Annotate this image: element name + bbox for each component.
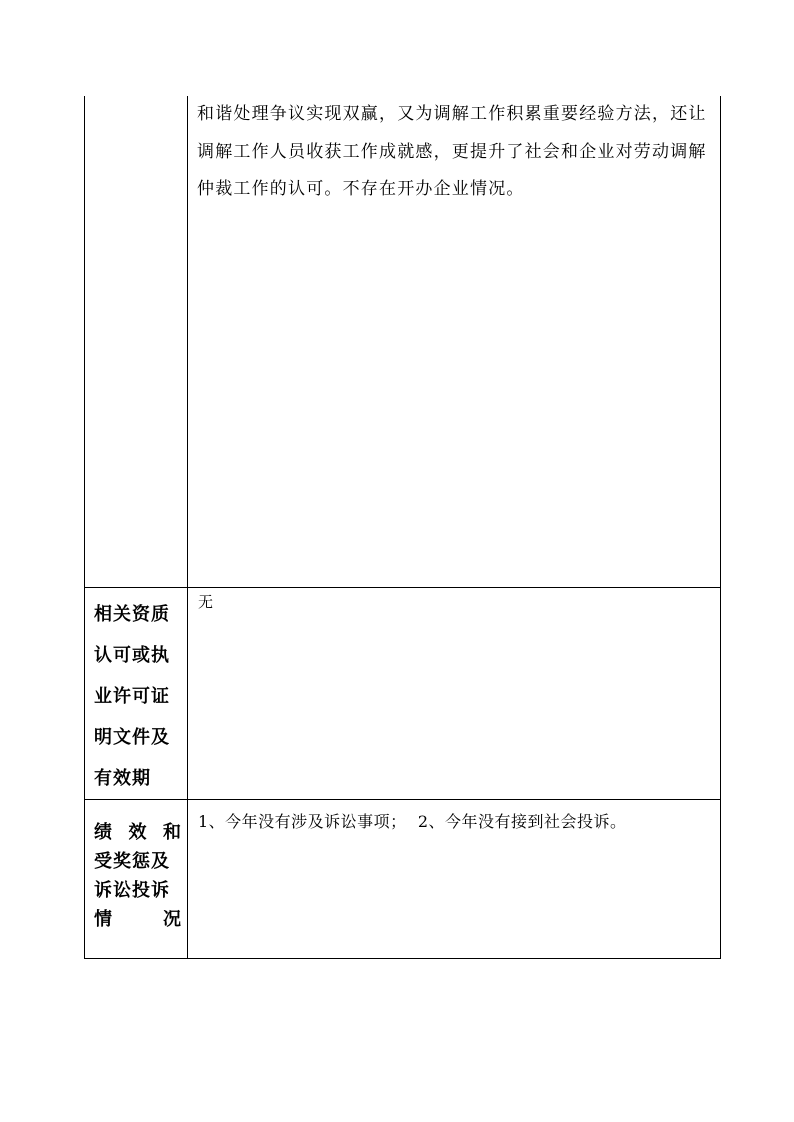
business-description-row (85, 96, 721, 588)
qualification-value: 无 (198, 593, 214, 611)
business-description-cell (188, 96, 721, 588)
qualification-label-line: 认可或执 (94, 645, 170, 666)
qualification-label-line: 业许可证 (94, 686, 170, 707)
performance-label-cell (85, 800, 188, 959)
qualification-value-cell (188, 588, 721, 800)
performance-value: 1、今年没有涉及诉讼事项； 2、今年没有接到社会投诉。 (198, 812, 627, 831)
performance-label-line-4: 情 况 (94, 909, 181, 930)
qualification-label-cell (85, 588, 188, 800)
qualification-label-line: 有效期 (94, 768, 151, 789)
qualification-label-line: 明文件及 (94, 727, 170, 748)
empty-label-cell (85, 96, 188, 588)
business-description-text: 和谐处理争议实现双赢，又为调解工作积累重要经验方法，还让调解工作人员收获工作成就感，更提升了社会和企业对劳动调解仲裁工作的认可。不存在开办企业情况。 (197, 104, 707, 199)
performance-row (85, 800, 721, 959)
qualification-label-line: 相关资质 (94, 604, 170, 625)
performance-label-line-3: 诉讼投诉 (94, 880, 170, 901)
qualification-row (85, 588, 721, 800)
performance-label-line-2: 受奖惩及 (94, 851, 170, 872)
performance-label-line-1: 绩 效 和 (94, 822, 181, 843)
performance-value-cell (188, 800, 721, 959)
report-table (84, 96, 721, 959)
